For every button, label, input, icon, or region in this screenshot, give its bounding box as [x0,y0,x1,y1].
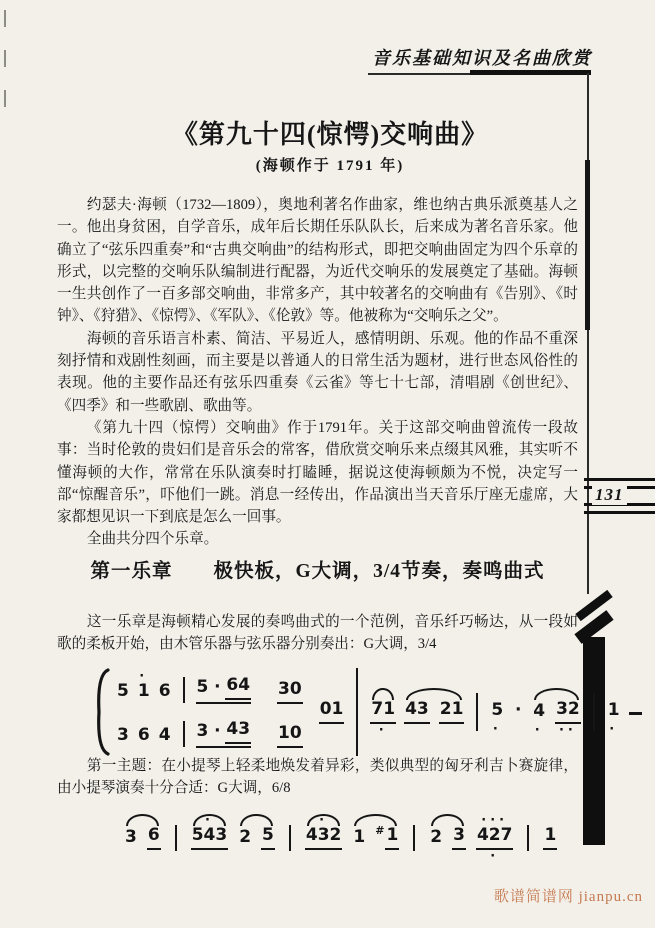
paragraph-1: 约瑟夫·海顿（1732—1809），奥地利著名作曲家，维也纳古典乐派奠基人之一。他出身贫困，自学音乐，成年后长期任乐队队长，后来成为著名音乐家。他确立了“弦乐四重奏”和“古典交响曲”的结构形式，即把交响曲固定为四个乐章的形式，以完整的交响乐队编制进行配器，为近代交响乐的发展奠定了基础。海顿一生共创作了一百多部交响曲，非常多产，其中较著名的交响曲有《告别》、《时钟》、《狩猎》、《惊愕》、《军队》、《伦敦》等。他被称为“交响乐之父”。 [57,197,578,325]
paragraph-3: 《第九十四（惊愕）交响曲》作于1791年。关于这部交响曲曾流传一段故事：当时伦敦的贵妇们是音乐会的常客，借欣赏交响乐来点缀其风雅，其实听不懂海顿的大作，常常在乐队演奏时打瞌睡，据说这使海顿颇为不悦，决定写一部“惊醒音乐”，吓他们一跳。消息一经传出，作品演出当天音乐厅座无虚席，大家都想见识一下到底是怎么一回事。 [57,419,578,526]
barline [183,677,185,703]
body-text [57,611,578,656]
octave-dot-below: · [492,721,502,737]
scan-artifact-tick [4,90,6,107]
jianpu-note: 3 [125,827,137,848]
octave-dot-below: ·· [558,722,577,738]
barline [413,825,415,851]
slurred-note-group [370,699,396,738]
jianpu-note: 6 [158,681,171,702]
jianpu-note: 427 ··· · [476,813,513,864]
jianpu-note: 2 [239,827,252,848]
page-number-tab [584,478,655,514]
watermark: 歌谱简谱网 jianpu.cn [493,889,643,905]
octave-dot-above: · [204,813,214,829]
jianpu-note: # 1 [375,826,399,850]
scan-artifact-tick [4,10,6,27]
jianpu-note: · [214,677,221,698]
jianpu-note: 43 [404,700,430,724]
jianpu-note: 3 [117,725,129,745]
slurred-note-group [124,826,161,850]
jianpu-note: 3 [196,721,209,741]
jianpu-system-1 [94,664,642,760]
jianpu-note: 6 [147,826,161,850]
jianpu-note: 1 · [607,700,620,737]
tab-line [584,511,655,514]
running-header: 音乐基础知识及名曲欣赏 [372,48,592,68]
jianpu-note: 10 [277,724,303,748]
jianpu-note: 71 · [371,699,396,738]
jianpu-note: 4 · [533,701,546,738]
jianpu-note: 5 · [491,700,504,737]
duration-dash [629,712,642,715]
barline [289,825,291,851]
paragraph-2: 海顿的音乐语言朴素、简洁、平易近人，感情明朗、乐观。他的作品不重深刻抒情和戏剧性刻画，而主要是以普通人的日常生活为题材，进行世态风俗性的表现。他的主要作品还有弦乐四重奏《云雀》等七十七部，清唱剧《创世纪》、《四季》和一些歌剧、歌曲等。 [57,330,578,414]
beamed-note-group [196,676,252,704]
upper-voice [116,669,303,704]
octave-dot-below: · [609,721,619,737]
jianpu-note: 432 · [305,826,343,850]
system-bracket-icon [94,667,110,757]
jianpu-note: 43 [225,720,251,744]
slurred-note-group [352,826,399,850]
voices-column [116,669,303,747]
slurred-note-group [532,699,581,738]
octave-dot-below: · [534,722,544,738]
octave-dot-below: · [378,722,388,738]
header-rule [368,73,478,75]
barline [175,825,177,851]
page-edge-line-thick [585,160,590,330]
slurred-note-group [238,826,275,850]
jianpu-note: 30 [277,680,303,704]
movement-heading: 第一乐章 极快板，G大调，3/4节奏，奏鸣曲式 [90,561,545,582]
jianpu-note: 2 [430,827,443,848]
tab-line [584,478,655,481]
jianpu-note: · [214,721,221,741]
page-subtitle: (海顿作于 1791 年) [255,158,405,174]
page-title: 《第九十四(惊愕)交响曲》 [171,120,489,149]
page-number: 131 [592,485,627,505]
header-rule-thick [470,70,591,75]
lower-voice [116,720,303,748]
jianpu-system-2 [124,812,557,864]
jianpu-note: 1 · [137,669,150,702]
jianpu-note: 5 [261,826,275,850]
jianpu-note: 5 [196,677,209,698]
body-text [57,755,578,800]
slurred-note-group [305,813,343,850]
barline [476,693,478,731]
octave-dot-above: ··· [481,813,509,829]
slurred-note-group [404,700,464,724]
sharp-icon: # [375,824,385,838]
barline [356,668,358,756]
system-continuation [319,668,642,756]
paragraph-6: 第一主题：在小提琴上轻柔地焕发着异彩，类似典型的匈牙利吉卜赛旋律，由小提琴演奏十分合适：G大调，6/8 [57,758,578,797]
beamed-note-group [196,720,252,748]
jianpu-note: 3 [452,826,466,850]
scan-artifact-tick [4,50,6,67]
octave-dot-above: · [139,669,149,685]
jianpu-note: 6 [137,725,150,745]
jianpu-note: 01 [319,700,345,724]
jianpu-note: 1 [353,827,366,848]
barline [527,825,529,851]
paragraph-4: 全曲共分四个乐章。 [86,531,219,548]
slurred-note-group [429,826,466,850]
jianpu-note: 4 [158,725,171,745]
jianpu-note: 21 [439,700,465,724]
paragraph-5: 这一乐章是海顿精心发展的奏鸣曲式的一个范例，音乐纤巧畅达，从一段如歌的柔板开始，由木管乐器与弦乐器分别奏出：G大调，3/4 [57,614,578,653]
body-text [57,194,578,551]
barline [183,721,185,747]
jianpu-note: 1 [543,826,557,850]
jianpu-note: · [515,700,522,721]
jianpu-note: 5 [117,681,129,702]
jianpu-note: 543 · [191,826,229,850]
octave-dot-above: · [319,813,329,829]
slurred-note-group [191,813,229,850]
octave-dot-below: · [490,848,500,864]
barline [593,693,595,731]
jianpu-note: 32 ·· [556,699,580,738]
page-edge-line [587,73,589,594]
jianpu-note: 64 [225,676,251,700]
